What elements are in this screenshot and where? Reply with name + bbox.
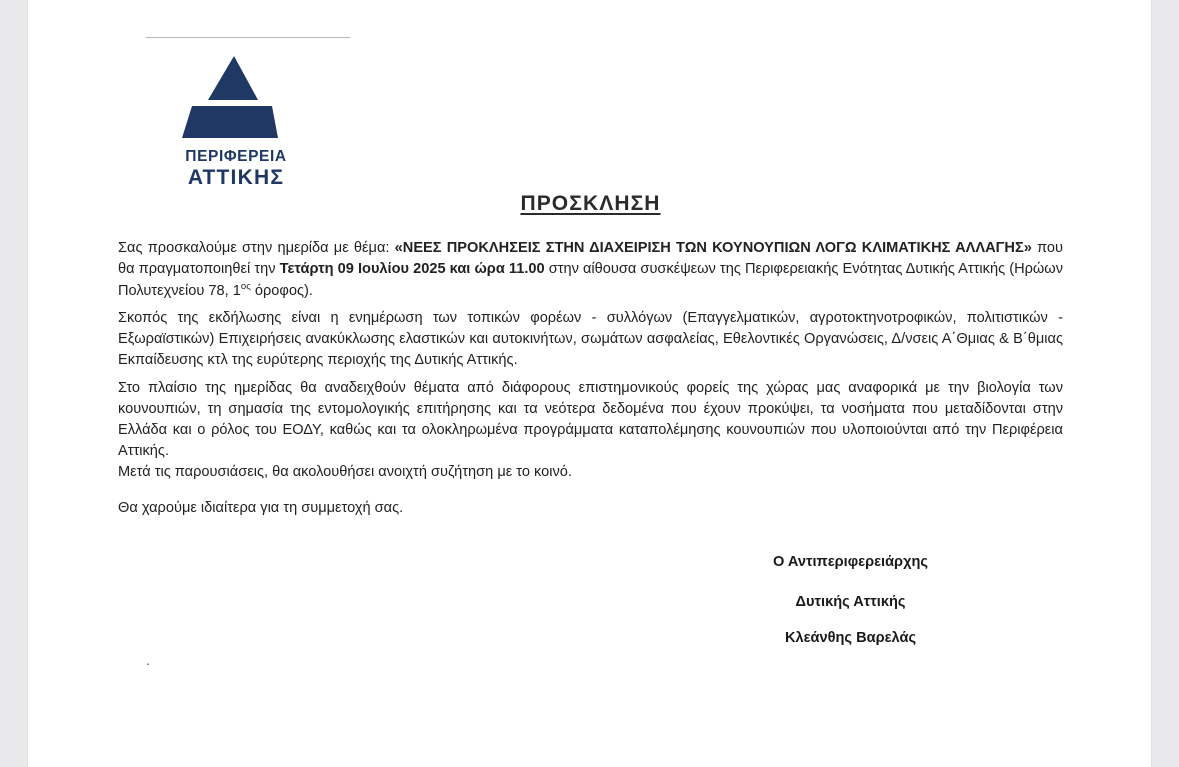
- logo-line-2: ΑΤΤΙΚΗΣ: [187, 165, 285, 189]
- logo-line-1: ΠΕΡΙΦΕΡΕΙΑ: [185, 148, 287, 165]
- header-divider: [146, 37, 350, 38]
- paragraph-discussion: Μετά τις παρουσιάσεις, θα ακολουθήσει ανοιχτή συζήτηση με το κοινό.: [118, 464, 572, 480]
- p1-text-3: στην αίθουσα συσκέψεων της Περιφερειακής Ενότητας Δυτικής Αττικής (Ηρώων Πολυτεχνείου 78, 1: [118, 261, 1063, 300]
- p1-text-1: Σας προσκαλούμε στην ημερίδα με θέμα:: [118, 240, 395, 256]
- paragraph-topics: Στο πλαίσιο της ημερίδας θα αναδειχθούν θέματα από διάφορους επιστημονικούς φορείς της χώρας μας αναφορικά με την βιολογία των κουνουπιών, τη σημασία της εντομολογικής επιτήρησης και τα νεότερα δεδομένα που έχουν προκύψει, τα νοσήματα που μεταδίδονται στην Ελλάδα και ο ρόλος του ΕΟΔΥ, καθώς και τα ολοκληρωμένα προγράμματα καταπολέμησης κουνουπιών που υλοποιούνται από την Περιφέρεια Αττικής.: [118, 380, 1063, 460]
- p1-text-2: που θα πραγματοποιηθεί την: [118, 240, 1064, 278]
- logo-text: [146, 148, 326, 190]
- p1-topic-bold: «ΝΕΕΣ ΠΡΟΚΛΗΣΕΙΣ ΣΤΗΝ ΔΙΑΧΕΙΡΙΣΗ ΤΩΝ ΚΟΥΝΟΥΠΙΩΝ ΛΟΓΩ ΚΛΙΜΑΤΙΚΗΣ ΑΛΛΑΓΗΣ»: [394, 240, 1032, 256]
- stray-mark: .: [146, 652, 150, 668]
- p1-datetime-bold: Τετάρτη 09 Ιουλίου 2025 και ώρα 11.00: [279, 261, 545, 278]
- p1-text-4: όροφος).: [250, 283, 313, 300]
- paragraph-invitation: [118, 238, 1063, 302]
- signature-role: Ο Αντιπεριφερειάρχης: [772, 554, 928, 570]
- signature-name: Κλεάνθης Βαρελάς: [784, 630, 917, 646]
- document-page: [28, 0, 1151, 767]
- logo-mark-icon: [146, 48, 326, 148]
- p1-ordinal-suffix: ος: [240, 281, 251, 293]
- signature-region: Δυτικής Αττικής: [795, 594, 906, 610]
- paragraph-purpose: Σκοπός της εκδήλωσης είναι η ενημέρωση των τοπικών φορέων - συλλόγων (Επαγγελματικών, αγροτοκτηνοτροφικών, πολιτιστικών - Εξωραϊστικών) Επιχειρήσεις ανακύκλωσης ελαστικών και αυτοκινήτων, σωμάτων ασφαλείας, Εθελοντικές Οργανώσεις, Δ/νσεις Α΄Θμιας & Β΄θμιας Εκπαίδευσης κτλ της ευρύτερης περιοχής της Δυτικής Αττικής.: [118, 310, 1063, 369]
- document-content: [118, 0, 1063, 767]
- region-of-attica-logo: [146, 48, 326, 188]
- page-title: ΠΡΟΣΚΛΗΣΗ: [520, 192, 661, 215]
- paragraph-closing: Θα χαρούμε ιδιαίτερα για τη συμμετοχή σας.: [118, 500, 404, 516]
